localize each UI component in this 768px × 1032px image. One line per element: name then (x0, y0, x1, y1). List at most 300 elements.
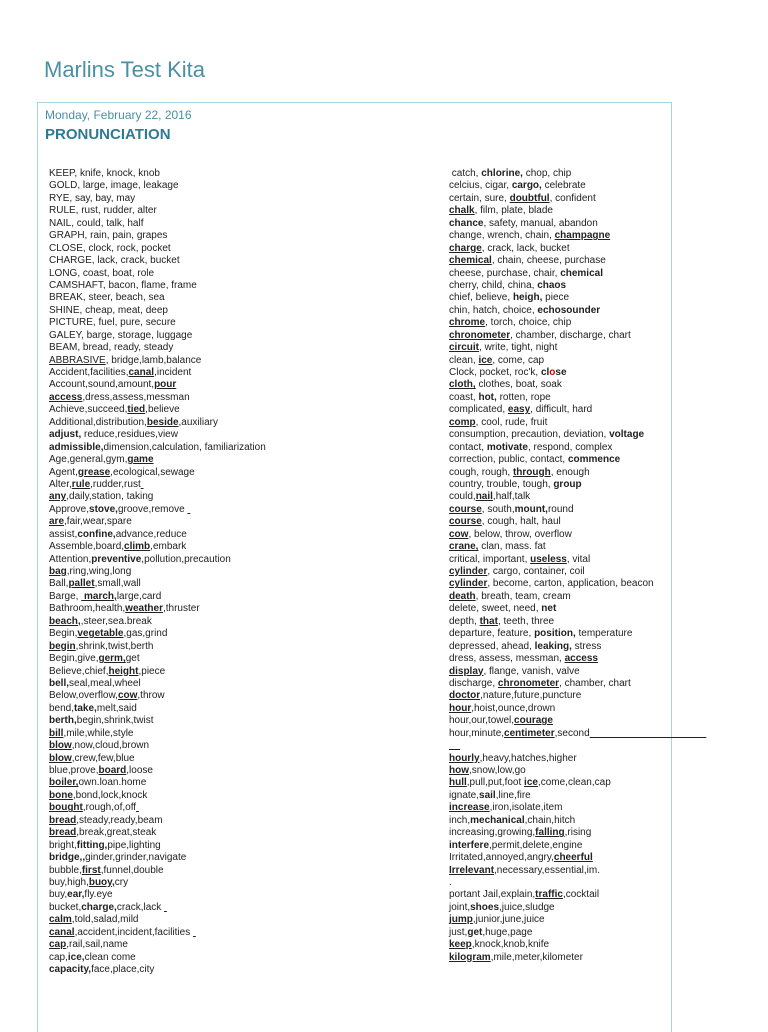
word-list-line (49, 653, 266, 665)
word-text: cough, rough, (449, 466, 513, 478)
highlighted-word: blow (49, 740, 72, 752)
word-list-line (49, 914, 266, 926)
word-list-line (49, 218, 266, 230)
word-text: ,pull,put,foot (466, 777, 525, 789)
word-text (193, 927, 196, 938)
word-text: ,necessary,essential,im. (494, 864, 600, 876)
word-text: ,believe (145, 404, 180, 416)
highlighted-word: chance (449, 217, 484, 229)
word-list-line (449, 404, 706, 416)
word-text: get (125, 653, 140, 665)
post-title[interactable]: PRONUNCIATION (45, 126, 171, 143)
highlighted-word: boiler, (49, 777, 79, 789)
word-list-line (49, 230, 266, 242)
word-text: joint, (449, 901, 471, 913)
highlighted-word: chemical (560, 267, 603, 279)
word-text: dress, assess, messman, (449, 653, 565, 665)
word-text: ,juice,sludge (499, 901, 555, 913)
word-text: , become, carton, application, beacon (487, 578, 654, 590)
highlighted-word: fitting, (76, 839, 108, 851)
highlighted-word: chalk (449, 205, 475, 217)
word-text: PICTURE, fuel, pure, secure (49, 317, 176, 329)
word-text: fly.eye (84, 889, 113, 901)
word-list-line (449, 753, 706, 765)
word-text: Additional,distribution, (49, 416, 147, 428)
word-list-line (49, 939, 266, 951)
word-list-line (49, 765, 266, 777)
word-text: Age,general,gym, (49, 454, 128, 466)
word-text: , chamber, discharge, chart (510, 329, 631, 341)
word-list-line (49, 666, 266, 678)
word-list-line (449, 790, 706, 802)
highlighted-word: march, (81, 590, 117, 602)
word-list-line (49, 777, 266, 789)
word-list-line (449, 939, 706, 951)
word-text: ,shrink,twist,berth (75, 640, 154, 652)
word-text: ,chain,hitch (524, 814, 576, 826)
word-text: ,funnel,double (100, 864, 164, 876)
word-text: , cough, halt, haul (481, 516, 561, 528)
word-text: ,bond,lock,knock (72, 789, 148, 801)
word-list-line (449, 554, 706, 566)
word-list-line (49, 827, 266, 839)
word-list-line (49, 690, 266, 702)
word-text: KEEP, knife, knock, knob (49, 168, 160, 179)
word-list-line (49, 964, 266, 976)
word-text: ,mile,meter,kilometer (490, 951, 583, 963)
word-text: CLOSE, clock, rock, pocket (49, 242, 171, 254)
highlighted-word: centimeter (504, 727, 555, 739)
word-list-line (449, 591, 706, 603)
word-list-line (49, 616, 266, 628)
word-list-line (449, 454, 706, 466)
word-text: piece (542, 292, 570, 304)
word-list-line (49, 578, 266, 590)
word-list-line (449, 952, 706, 964)
word-list-line (49, 479, 266, 491)
word-list-line (449, 877, 706, 889)
word-text: ,dress,assess,messman (82, 391, 190, 403)
word-list-line (49, 280, 266, 292)
word-text: ,piece (138, 665, 166, 677)
word-list-line (449, 504, 706, 516)
word-text: chin, hatch, choice, (449, 304, 538, 316)
post-date: Monday, February 22, 2016 (45, 108, 192, 122)
word-text: , write, tight, night (479, 342, 558, 354)
word-list-line (449, 243, 706, 255)
word-text: , respond, complex (527, 441, 613, 453)
highlighted-word: course (449, 503, 482, 515)
word-text: cap, (49, 951, 68, 963)
word-list-line (449, 914, 706, 926)
highlighted-word: doctor (449, 690, 481, 702)
word-text: , cool, rude, fruit (475, 416, 548, 428)
highlighted-word: cow (117, 690, 138, 702)
word-list-line (449, 777, 706, 789)
highlighted-word: capacity, (49, 964, 92, 975)
word-text: ,auxiliary (178, 416, 218, 428)
word-text: ,accident,incident,facilities (74, 926, 193, 938)
word-text: ,embark (150, 541, 187, 553)
highlighted-word: kilogram (449, 951, 491, 963)
word-text: just, (449, 926, 468, 938)
word-text: ABBRASIVE (49, 354, 106, 366)
word-text: stress (571, 640, 602, 652)
highlighted-word: rule (71, 478, 91, 490)
word-list-line (49, 417, 266, 429)
word-text: ,knock,knob,knife (471, 939, 550, 951)
word-list-line (449, 529, 706, 541)
word-list-line (49, 504, 266, 516)
highlighted-word: canal (128, 367, 155, 378)
highlighted-word: bread (49, 814, 77, 826)
highlighted-word: hour (449, 702, 472, 714)
word-list-line (49, 180, 266, 192)
word-text: cheese, purchase, chair, (449, 267, 561, 279)
highlighted-word: commence (567, 454, 621, 466)
highlighted-word: begin (49, 640, 76, 652)
word-text: ,steady,ready,beam (76, 814, 163, 826)
word-text: clean, (449, 354, 479, 366)
word-list-line (49, 603, 266, 615)
word-list-line (449, 765, 706, 777)
highlighted-word: display (449, 665, 484, 677)
word-list-line (449, 467, 706, 479)
word-text: coast, (449, 391, 479, 403)
word-text: could, (449, 491, 476, 503)
word-text: melt,said (96, 702, 137, 714)
word-list-line (49, 790, 266, 802)
highlighted-word: tied (127, 404, 146, 416)
word-text: , chamber, chart (559, 677, 631, 689)
word-list-line (449, 653, 706, 665)
highlighted-word: first (81, 864, 101, 876)
word-text: ,line,fire (495, 789, 531, 801)
highlighted-word: chronometer (449, 329, 511, 341)
word-text: ginder,grinder,navigate (85, 852, 187, 864)
highlighted-word: bell, (49, 677, 70, 689)
highlighted-word: group (553, 478, 582, 490)
word-text: Approve, (49, 503, 90, 515)
word-text: ,thruster (162, 603, 200, 615)
word-text: clean come (84, 951, 136, 963)
highlighted-word: stove, (89, 503, 118, 515)
highlighted-word: position, (534, 628, 576, 640)
word-text: ,daily,station, taking (66, 491, 154, 503)
highlighted-word: bought (49, 802, 83, 814)
word-text: round (547, 503, 574, 515)
highlighted-word: mechanical (470, 814, 525, 826)
word-list-line (449, 491, 706, 503)
word-text: , breath, team, cream (475, 590, 571, 602)
highlighted-word: course (449, 516, 482, 528)
highlighted-word: beside (146, 416, 179, 428)
highlighted-word: net (541, 603, 557, 615)
word-list-line (49, 852, 266, 864)
word-text: Achieve,succeed, (49, 404, 128, 416)
word-text: certain, sure, (449, 192, 510, 204)
highlighted-word: ice (524, 777, 538, 789)
word-text: ,incident (154, 367, 192, 378)
word-text: RYE, say, bay, may (49, 192, 136, 204)
word-text: GALEY, barge, storage, luggage (49, 329, 193, 341)
word-text: ,nature,future,puncture (480, 690, 582, 702)
word-text: correction, public, contact, (449, 454, 568, 466)
word-text: ,huge,page (482, 926, 533, 938)
word-text: Agent, (49, 466, 78, 478)
highlighted-word: climb (124, 541, 151, 553)
highlighted-word: cylinder (449, 578, 488, 590)
word-text: consumption, precaution, deviation, (449, 429, 610, 441)
word-list-right-column (449, 168, 706, 964)
word-text: Irritated,annoyed,angry, (449, 852, 554, 864)
highlighted-word: cap (49, 939, 67, 951)
word-text: bubble, (49, 864, 82, 876)
word-list-line (449, 180, 706, 192)
word-list-line (449, 715, 706, 727)
highlighted-word: take, (74, 702, 97, 714)
word-text: Believe,chief, (49, 665, 109, 677)
word-text: buy, (49, 889, 68, 901)
word-list-line (449, 616, 706, 628)
highlighted-word: se (555, 367, 567, 378)
word-text (164, 902, 167, 913)
word-list-line (49, 292, 266, 304)
word-list-line (449, 728, 706, 740)
word-text: , film, plate, blade (474, 205, 553, 217)
highlighted-word: shoes (470, 901, 500, 913)
highlighted-word: any (49, 491, 67, 503)
word-list-line (49, 243, 266, 255)
word-text: , teeth, three (497, 615, 555, 627)
word-list-line (449, 902, 706, 914)
word-text: clan, mass. fat (478, 541, 546, 553)
word-list-line (49, 392, 266, 404)
word-list-line (449, 666, 706, 678)
word-text: , confident (549, 192, 596, 204)
highlighted-word: chrome (449, 317, 486, 329)
word-text: ,throw (137, 690, 165, 702)
word-list-line (49, 715, 266, 727)
word-list-line (49, 641, 266, 653)
word-text: chop, chip (522, 168, 572, 179)
word-list-line (449, 218, 706, 230)
word-text: BEAM, bread, ready, steady (49, 342, 174, 354)
word-list-line (449, 417, 706, 429)
word-text: delete, sweet, need, (449, 603, 542, 615)
word-text: face,place,city (91, 964, 155, 975)
word-list-line (49, 330, 266, 342)
word-text (187, 504, 190, 515)
word-list-line (49, 566, 266, 578)
word-list-line (449, 442, 706, 454)
highlighted-word: bread (49, 827, 77, 839)
highlighted-word: motivate (486, 441, 528, 453)
word-text: ignate, (449, 789, 480, 801)
highlighted-word: blow (49, 752, 72, 764)
word-text: bright, (49, 839, 77, 851)
word-list-line (49, 268, 266, 280)
highlighted-word: grease (77, 466, 111, 478)
word-text: ,crew,few,blue (71, 752, 135, 764)
highlighted-word: easy (507, 404, 531, 416)
word-list-line (49, 205, 266, 217)
word-text: bucket, (49, 901, 82, 913)
word-text: departure, feature, (449, 628, 535, 640)
word-list-line (49, 927, 266, 939)
word-list-line (449, 628, 706, 640)
highlighted-word: bag (49, 566, 67, 577)
word-list-line (49, 889, 266, 901)
word-list-line (49, 628, 266, 640)
word-text: Begin,give, (49, 653, 99, 665)
word-text: chief, believe, (449, 292, 513, 304)
word-list-line (49, 877, 266, 889)
word-text: celcius, cigar, (449, 180, 512, 192)
highlighted-word: chemical (449, 255, 492, 267)
word-list-line (449, 516, 706, 528)
word-text: ,loose (126, 765, 153, 776)
word-list-line (449, 641, 706, 653)
word-text: ,break,great,steak (76, 827, 157, 839)
word-list-line (49, 753, 266, 765)
highlighted-word: hourly (449, 752, 480, 764)
word-list-line (449, 205, 706, 217)
highlighted-word: vegetable (77, 628, 124, 640)
word-text: . (449, 876, 452, 888)
word-text: ,gas,grind (123, 628, 168, 640)
word-text (590, 728, 707, 739)
word-list-line (49, 541, 266, 553)
word-text: ,rough,of,off (82, 802, 137, 814)
highlighted-word: beach, (49, 615, 81, 627)
word-list-line (449, 690, 706, 702)
highlighted-word: cl (540, 367, 550, 378)
blog-title[interactable]: Marlins Test Kita (44, 57, 205, 82)
word-list-line (49, 840, 266, 852)
highlighted-word: useless (530, 553, 567, 565)
word-text: groove,remove (117, 503, 188, 515)
word-text: BREAK, steer, beach, sea (49, 292, 165, 304)
word-text: , come, cap (492, 354, 545, 366)
word-list-line (49, 529, 266, 541)
word-text: depth, (449, 615, 480, 627)
word-text: ,rising (564, 827, 592, 839)
word-list-line (449, 305, 706, 317)
highlighted-word: heigh, (512, 292, 543, 304)
word-text: ,junior,june,juice (472, 914, 545, 926)
word-list-line (49, 902, 266, 914)
word-list-line (449, 230, 706, 242)
word-text: ,small,wall (94, 578, 141, 590)
word-text: depressed, ahead, (449, 640, 535, 652)
word-text: ,hoist,ounce,drown (471, 702, 556, 714)
highlighted-word: jump (449, 914, 473, 926)
word-list-line (49, 678, 266, 690)
highlighted-word: charge, (81, 901, 117, 913)
highlighted-word: pour (154, 379, 177, 391)
word-list-line (49, 815, 266, 827)
highlighted-word: ear, (67, 889, 85, 901)
highlighted-word: increase (449, 802, 490, 814)
highlighted-word: hot, (478, 391, 497, 403)
word-text: discharge, (449, 677, 498, 689)
word-text: ,iron,isolate,item (489, 802, 563, 814)
highlighted-word: doubtful (509, 192, 550, 204)
word-text: RULE, rust, rudder, alter (49, 205, 157, 217)
word-text: ,ring,wing,long (66, 566, 132, 577)
highlighted-word: how (449, 765, 469, 776)
highlighted-word: calm (49, 914, 72, 926)
word-text (449, 740, 460, 751)
word-list-line (49, 342, 266, 354)
word-text: inch, (449, 814, 471, 826)
highlighted-word: through (512, 466, 551, 478)
word-text: Clock, pocket, roc'k, (449, 367, 541, 378)
word-text: large,card (116, 590, 162, 602)
word-text: , torch, choice, chip (485, 317, 572, 329)
word-text: own.loan.home (78, 777, 147, 789)
highlighted-word: canal (49, 926, 75, 938)
word-text: clothes, boat, soak (475, 379, 562, 391)
word-list-line (449, 865, 706, 877)
word-list-line (449, 840, 706, 852)
highlighted-word: bill (49, 727, 64, 739)
word-text (141, 479, 144, 490)
word-text: catch, (449, 168, 482, 179)
word-list-line (449, 802, 706, 814)
word-list-line (49, 404, 266, 416)
word-text: ,rudder,rust (90, 478, 141, 490)
word-text: , below, throw, overflow (468, 528, 572, 540)
highlighted-word: voltage (609, 429, 645, 441)
highlighted-word: circuit (449, 342, 480, 354)
highlighted-word: height (108, 665, 139, 677)
word-text: SHINE, cheap, meat, deep (49, 304, 168, 316)
word-list-line (49, 491, 266, 503)
word-list-line (449, 317, 706, 329)
word-list-line (49, 317, 266, 329)
word-text: NAIL, could, talk, half (49, 217, 144, 229)
word-list-line (49, 516, 266, 528)
word-text: critical, important, (449, 553, 531, 565)
word-text: Assemble,board, (49, 541, 125, 553)
word-text: , cargo, container, coil (487, 566, 585, 577)
highlighted-word: falling (535, 827, 565, 839)
word-list-line (49, 952, 266, 964)
word-text: Attention, (49, 553, 92, 565)
word-text: Accident,facilities, (49, 367, 129, 378)
word-text: Alter, (49, 478, 72, 490)
word-list-line (449, 678, 706, 690)
word-text: buy,high, (49, 876, 89, 888)
word-text: ,cocktail (562, 889, 600, 901)
word-text: , south, (481, 503, 515, 515)
word-text: reduce,residues,view (81, 429, 178, 441)
word-list-line (49, 429, 266, 441)
word-text: ,come,clean,cap (537, 777, 611, 789)
highlighted-word: cloth, (449, 379, 476, 391)
word-list-line (49, 355, 266, 367)
word-list-line (449, 392, 706, 404)
word-list-line (449, 740, 706, 752)
word-list-line (449, 429, 706, 441)
word-list-line (49, 591, 266, 603)
word-text: Begin, (49, 628, 78, 640)
highlighted-word: preventive (91, 553, 142, 565)
word-list-line (449, 852, 706, 864)
word-list-line (49, 454, 266, 466)
